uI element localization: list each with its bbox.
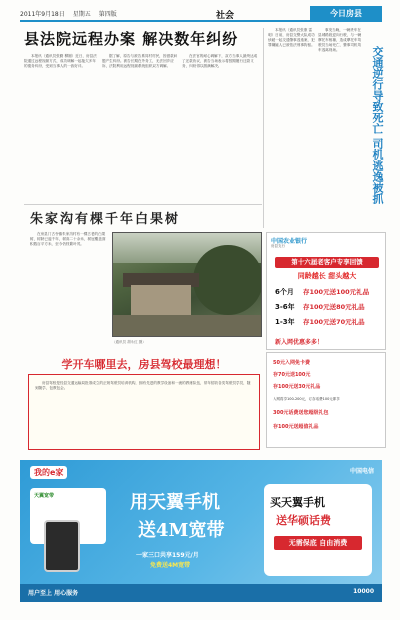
phone-offer-box — [264, 484, 372, 576]
side-story-col-1 — [268, 28, 316, 228]
offer-title: 买天翼手机 — [270, 496, 325, 509]
issue-date: 2011年9月18日 — [20, 10, 65, 18]
telecom-banner-ad — [20, 460, 382, 602]
photo-story-title: 朱家沟有棵千年白果树 — [30, 212, 181, 227]
offer-term: 1-3年 — [275, 317, 295, 326]
ad-hotline: 10000 — [353, 588, 374, 595]
package-label: 天翼宽带 — [34, 493, 55, 499]
ad-footer-bar — [20, 584, 382, 602]
new-user-banner: 新入网优惠多多！ — [275, 339, 324, 346]
china-telecom-logo: 中国电信 — [349, 468, 374, 475]
main-story-col-2 — [102, 54, 178, 202]
newspaper-brand: 今日房县 — [310, 6, 382, 20]
offer-detail: 存100元送100元礼品 — [303, 288, 370, 296]
main-story-paragraph: 据了解，原告与被告系同村村民，因借款问题产生纠纷。被告长期在外务工，无法回乡应诉，法院利用远程视频系统组织双方调解。 — [102, 54, 178, 69]
ad-slogan-line-2: 送4M宽带 — [138, 520, 225, 541]
offer-list — [275, 285, 379, 330]
offer-row — [275, 300, 379, 313]
driving-school-ad — [28, 374, 260, 450]
phone-icon — [44, 520, 80, 572]
promo-line: 存100元送30元礼品 — [273, 384, 321, 390]
ad-footer-text: 用户至上 用心服务 — [28, 590, 79, 597]
promo-line: 存100元送超值礼品 — [273, 424, 319, 430]
side-story-paragraph: 本报讯（通讯员张康 雷明）日前，房县交警大队成功侦破一起交通肇事逃逸案，犯罪嫌疑人已被依法刑事拘留。 — [268, 28, 315, 48]
bank-promo-ad — [266, 232, 386, 350]
offer-detail: 存100元送80元礼品 — [303, 303, 365, 311]
ad-free-offer: 免费送4M宽带 — [150, 562, 191, 569]
promo-note: 入网将享100-200元，订存话费100元即享 — [273, 397, 340, 401]
main-story-col-3 — [182, 54, 260, 202]
promo-slogan: 同龄越长 甜头越大 — [297, 272, 357, 280]
page-number: 第四版 — [98, 10, 117, 18]
promo-line: 300元话费送您超级礼包 — [273, 410, 329, 416]
offer-subtitle: 送华硕话费 — [276, 514, 331, 527]
offer-term: 6个月 — [275, 287, 294, 296]
promo-event-banner: 第十六届老客户专享回馈 — [275, 257, 379, 268]
driving-school-text — [35, 381, 253, 445]
promo-line: 存70元送100元 — [273, 372, 311, 378]
bank-branch: 房县支行 — [271, 244, 285, 248]
column-divider — [263, 28, 264, 228]
driving-school-paragraph: 房县驾校是经县交通运输局批准成立的正规驾驶员培训机构，拥有先进的教学设备和一流的教练队伍，常年招收各类驾驶员学员，随到随学，包教包会。 — [35, 381, 251, 391]
main-story-paragraph: 在法官的耐心调解下，双方当事人最终达成了还款协议，被告当场表示将按期履行还款义务，纠纷得以圆满解决。 — [182, 54, 258, 69]
ad-slogan-line-1: 用天翼手机 — [130, 492, 220, 513]
side-story-vertical-headline: 交通逆行导致死亡 司机逃逸被抓 — [371, 46, 384, 204]
deposit-promo-ad — [266, 352, 386, 448]
side-story-paragraph: 事发当晚，一辆货车在县城路段逆向行驶，与一辆摩托车相撞，造成摩托车驾驶员当场死亡，肇事司机驾车逃离现场。 — [318, 28, 362, 53]
ad-price: 一家三口共享159元/月 — [136, 552, 199, 559]
ginkgo-tree-photo — [112, 232, 262, 337]
offer-tagline: 无需保底 自由消费 — [274, 536, 362, 550]
bank-logo: 中国农业银行 — [271, 238, 308, 245]
photo-caption: （通讯员 胡永红 摄） — [112, 340, 146, 344]
offer-row — [275, 285, 379, 298]
page-header — [20, 6, 382, 22]
photo-story-text — [30, 232, 108, 342]
driving-school-headline: 学开车哪里去，房县驾校最理想！ — [61, 358, 227, 371]
main-story-paragraph: 本报讯（通讯员张勤 柳刚）近日，房县法院通过远程视频方式，成功调解一起拖欠多年的债务纠纷，受到当事人的一致好评。 — [24, 54, 97, 69]
section-divider — [24, 204, 262, 205]
photo-story-paragraph: 在房县门古寺镇朱家沟村有一棵古老的白果树，树龄已逾千年，树高二十余米，树冠覆盖面积数百平方米，至今仍枝繁叶茂。 — [30, 232, 106, 247]
offer-detail: 存100元送70元礼品 — [303, 318, 365, 326]
issue-weekday: 星期五 — [72, 10, 91, 18]
side-story-col-2 — [318, 28, 364, 228]
main-story-col-1 — [24, 54, 98, 202]
promo-line: 50元入网免卡费 — [273, 360, 310, 366]
offer-row — [275, 315, 379, 328]
main-headline: 县法院远程办案 解决数年纠纷 — [24, 30, 239, 48]
my-home-logo: 我的e家 — [30, 466, 67, 479]
offer-term: 3-6年 — [275, 302, 295, 311]
section-title: 社会 — [216, 11, 235, 21]
